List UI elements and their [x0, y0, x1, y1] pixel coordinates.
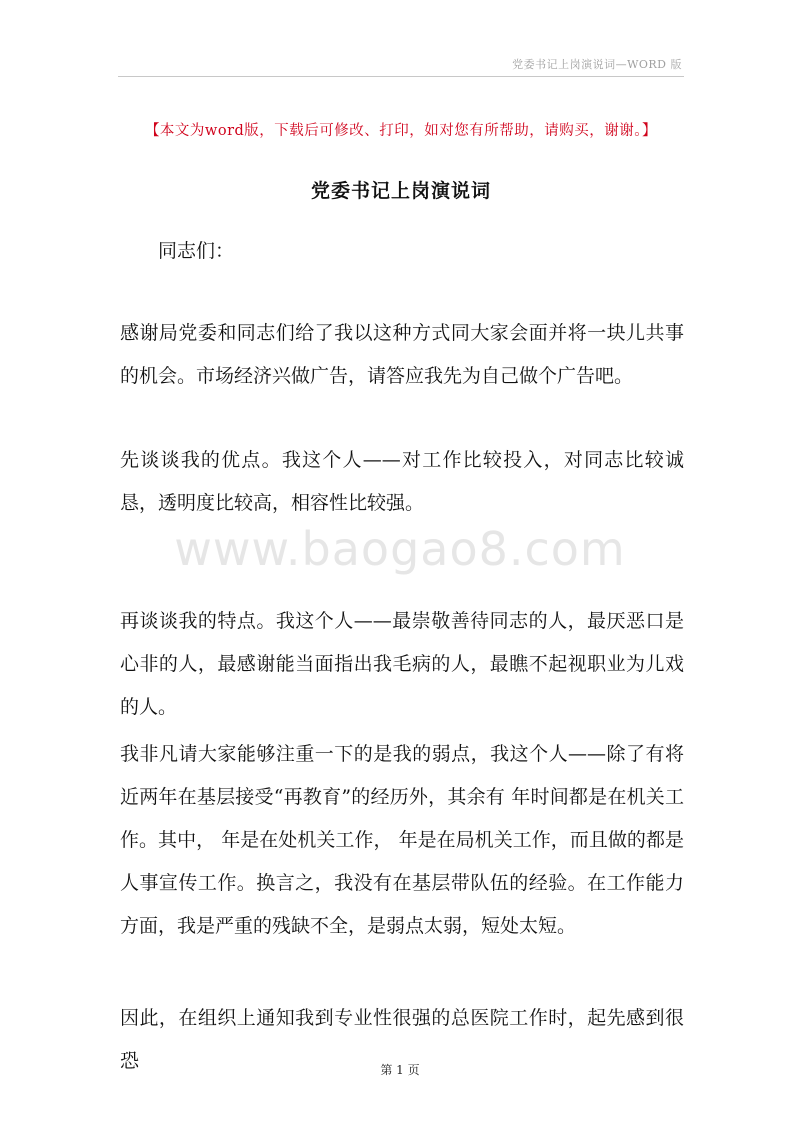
salutation: 同志们： [158, 240, 235, 262]
document-title: 党委书记上岗演说词 [310, 180, 491, 202]
paragraph: 再谈谈我的特点。我这个人——最崇敬善待同志的人，最厌恶口是心非的人，最感谢能当面指出我毛病的人，最瞧不起视职业为儿戏的人。 [120, 610, 684, 718]
paragraph: 感谢局党委和同志们给了我以这种方式同大家会面并将一块儿共事的机会。市场经济兴做广告，请答应我先为自己做个广告吧。 [120, 322, 684, 387]
header-divider [118, 76, 684, 77]
paragraph: 我非凡请大家能够注重一下的是我的弱点，我这个人——除了有将近两年在基层接受“再教育”的经历外，其余有 年时间都是在机关工作。其中， 年是在处机关工作， 年是在局机关工作，而且做的都是人事宣传工作。换言之，我没有在基层带队伍的经验。在工作能力方面，我是严重的残缺不全，是弱点太弱，短处太短。 [120, 743, 684, 937]
page-number: 第 1 页 [380, 1063, 420, 1077]
paragraph: 先谈谈我的优点。我这个人——对工作比较投入，对同志比较诚恳，透明度比较高，相容性比较强。 [120, 449, 684, 514]
paragraph: 因此，在组织上通知我到专业性很强的总医院工作时，起先感到很恐 [120, 1007, 684, 1072]
notice-text: 【本文为word版，下载后可修改、打印，如对您有所帮助，请购买，谢谢。】 [144, 123, 658, 139]
header-title: 党委书记上岗演说词—WORD 版 [512, 58, 682, 71]
watermark: www.baogao8.com [174, 522, 626, 576]
